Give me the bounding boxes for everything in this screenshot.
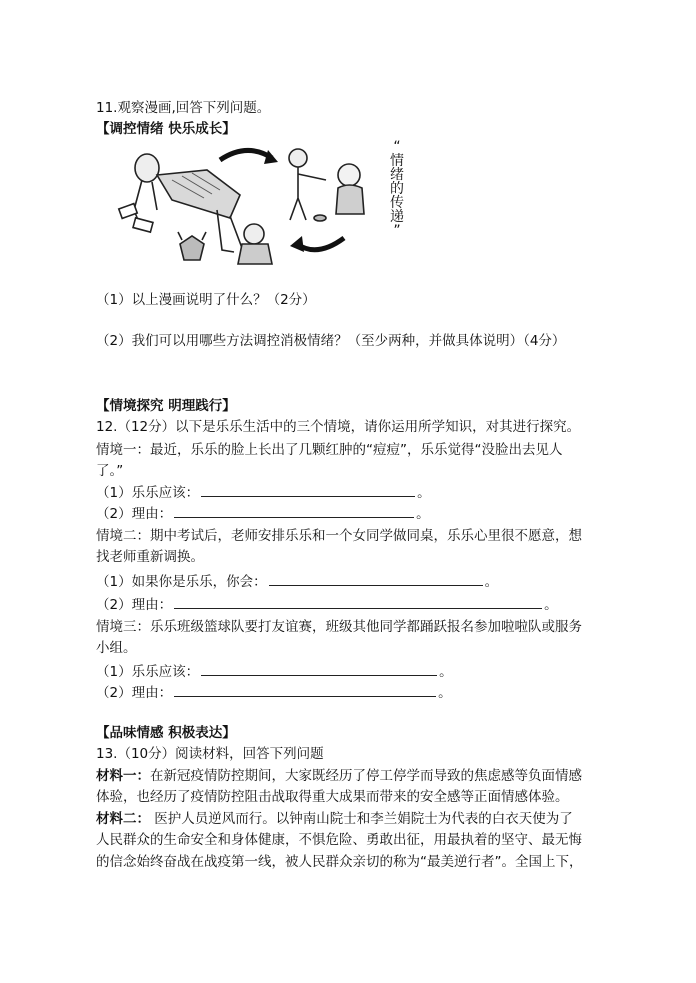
q12-section-heading: 【情境探究 明理践行】 — [96, 398, 236, 414]
comic-figure-boy — [289, 149, 326, 220]
q11-section-heading: 【调控情绪 快乐成长】 — [96, 121, 236, 137]
q13-section-heading: 【品味情感 积极表达】 — [96, 725, 236, 741]
q12-s1-answer-2: （2）理由： 。 — [96, 503, 430, 524]
answer-blank[interactable] — [174, 503, 414, 518]
q12-s2-answer-1: （1）如果你是乐乐，你会： 。 — [96, 571, 498, 592]
q11-subquestion-2: （2）我们可以用哪些方法调控消极情绪？（至少两种，并做具体说明）（4分） — [96, 333, 566, 349]
q11-title: 11.观察漫画,回答下列问题。 — [96, 100, 271, 116]
q13-material-2-line2: 人民群众的生命安全和身体健康，不惧危险、勇敢出征，用最执着的坚守、最无悔 — [96, 832, 582, 848]
answer-blank[interactable] — [201, 482, 415, 497]
answer-blank[interactable] — [174, 682, 436, 697]
q13-material-2-line3: 的信念始终奋战在战疫第一线，被人民群众亲切的称为“最美逆行者”。全国上下， — [96, 854, 583, 870]
q13-material-2-line1: 材料二： 医护人员逆风而行。以钟南山院士和李兰娟院士为代表的白衣天使为了 — [96, 811, 573, 827]
q12-scenario-3-line2: 小组。 — [96, 640, 137, 656]
q12-s3-answer-1: （1）乐乐应该： 。 — [96, 661, 453, 682]
comic-arrow-top — [220, 150, 272, 160]
q13-intro: 13.（10分）阅读材料，回答下列问题 — [96, 746, 324, 762]
answer-blank[interactable] — [201, 661, 437, 676]
q13-material-1-line2: 体验，也经历了疫情防控阻击战取得重大成果而带来的安全感等正面情感体验。 — [96, 789, 569, 805]
q12-intro: 12.（12分）以下是乐乐生活中的三个情境，请你运用所学知识，对其进行探究。 — [96, 419, 581, 435]
comic-figure-man — [119, 154, 252, 252]
q12-s3-answer-2: （2）理由： 。 — [96, 682, 452, 703]
q12-s1-answer-1: （1）乐乐应该： 。 — [96, 482, 431, 503]
emotion-comic-image — [112, 140, 412, 268]
comic-arrow-bottom — [297, 238, 344, 250]
q12-scenario-1-line2: 了。” — [96, 463, 124, 479]
q12-scenario-2-line2: 找老师重新调换。 — [96, 549, 204, 565]
q13-material-1-line1: 材料一：在新冠疫情防控期间，大家既经历了停工停学而导致的焦虑感等负面情感 — [96, 768, 582, 784]
answer-blank[interactable] — [174, 594, 542, 609]
comic-caption-vertical: “ 情 绪 的 传 递 ” — [390, 139, 404, 239]
q11-subquestion-1: （1）以上漫画说明了什么？（2分） — [96, 292, 316, 308]
q12-s2-answer-2: （2）理由： 。 — [96, 594, 558, 615]
comic-figure-child-cat — [178, 224, 272, 264]
comic-figure-crying-child — [314, 164, 364, 221]
q12-scenario-1-line1: 情境一：最近，乐乐的脸上长出了几颗红肿的“痘痘”，乐乐觉得“没脸出去见人 — [96, 442, 563, 458]
q12-scenario-3-line1: 情境三：乐乐班级篮球队要打友谊赛，班级其他同学都踊跃报名参加啦啦队或服务 — [96, 619, 582, 635]
q12-scenario-2-line1: 情境二：期中考试后，老师安排乐乐和一个女同学做同桌，乐乐心里很不愿意，想 — [96, 528, 582, 544]
answer-blank[interactable] — [269, 571, 483, 586]
